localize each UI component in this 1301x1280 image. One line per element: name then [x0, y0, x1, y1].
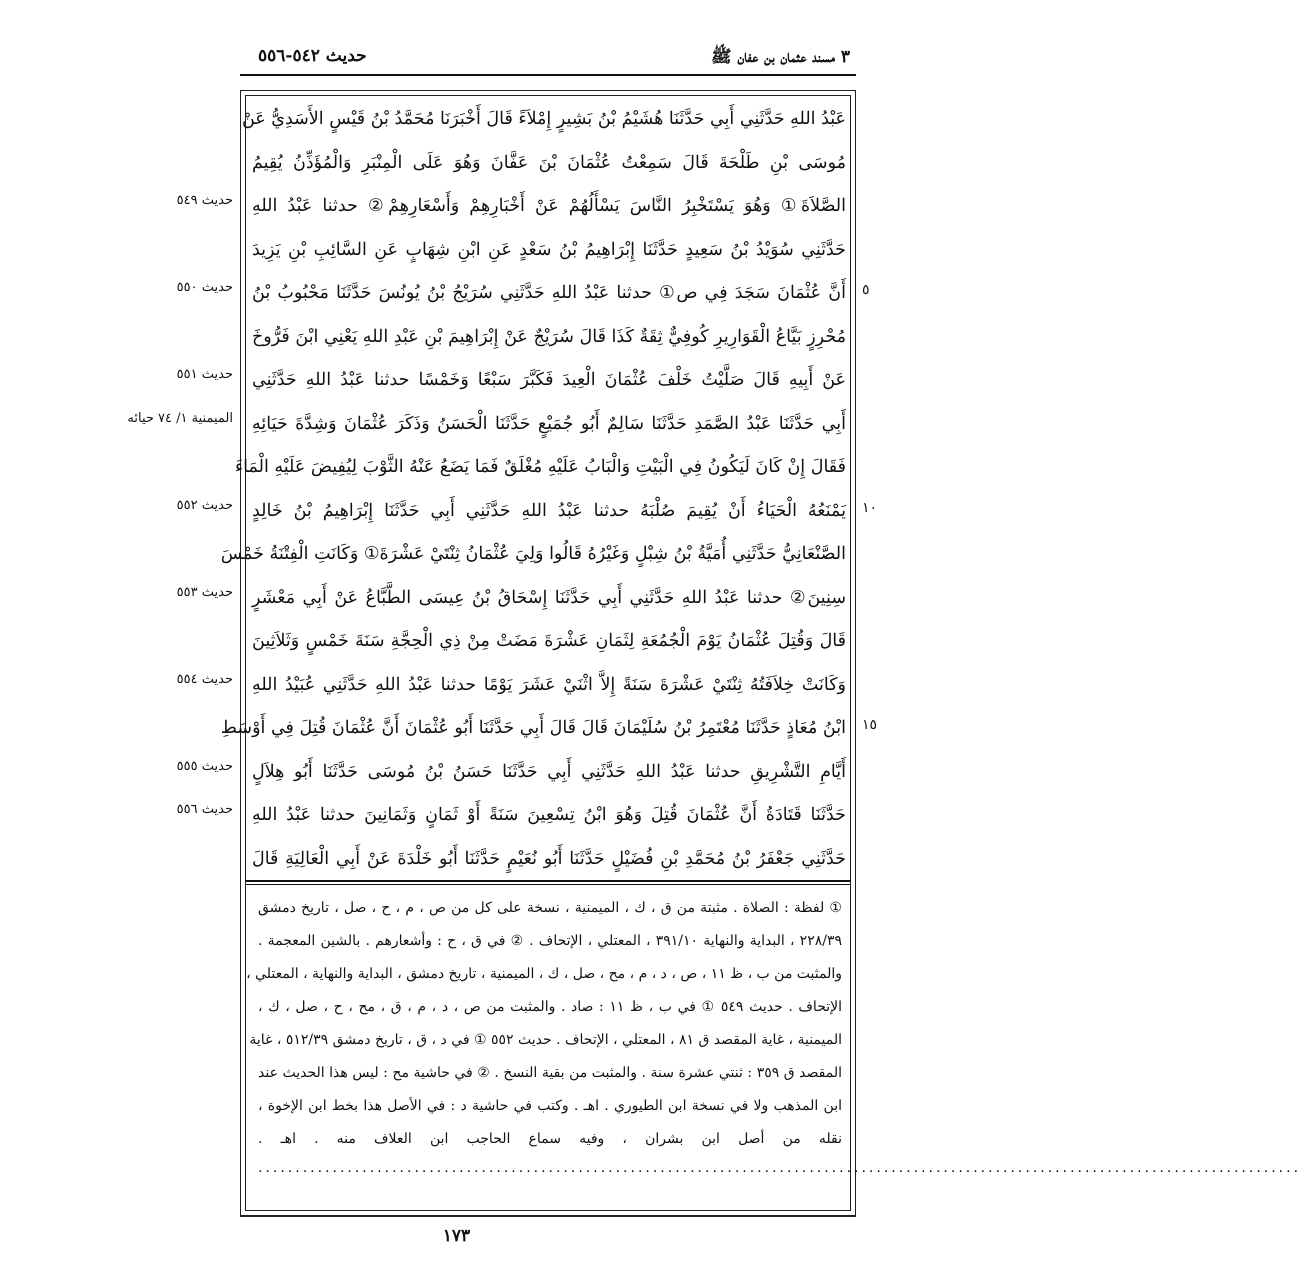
text-line: فَقَالَ إِنْ كَانَ لَيَكُونُ فِي الْبَيْتِ وَالْبَابُ عَلَيْهِ مُغْلَقٌ فَمَا يَضَعُ عَنْهُ الثَّوْبَ لِيُفِيضَ عَلَيْهِ الْمَاءَ	[234, 457, 846, 477]
hadith-marker: الميمنية ١/ ٧٤ حيائه	[127, 410, 233, 426]
main-text	[220, 96, 846, 876]
footnote-dotted-line: ............................................................................................................................................	[258, 1160, 1301, 1176]
footnote-line: المقصد ق ٣٥٩ : ثنتي عشرة سنة . والمثبت من بقية النسخ . ② في حاشية مح : ليس هذا الحديث عند	[258, 1065, 842, 1081]
hadith-marker: حديث ٥٥١	[176, 367, 233, 382]
line-number: ٥	[862, 282, 870, 298]
footnote-line: ابن المذهب ولا في نسخة ابن الطيوري . اهـ . وكتب في حاشية د : في الأصل هذا بخط ابن الإخوة ،	[258, 1098, 842, 1114]
hadith-marker: حديث ٥٥٢	[176, 497, 233, 513]
footnote-divider-thin	[245, 884, 851, 885]
header-rule	[240, 74, 856, 76]
text-line: مُحْرِزٍ بَيَّاعُ الْقَوَارِيرِ كُوفِيٌّ ثِقَةٌ كَذَا قَالَ سُرَيْجٌ عَنْ إِبْرَاهِيمَ بْنِ عَبْدِ اللهِ يَعْنِي ابْنَ فَرُّوخَ	[252, 326, 846, 347]
footnote-line: الميمنية ، غاية المقصد ق ٨١ ، المعتلي ، الإتحاف . حديث ٥٥٢ ① في د ، ق ، تاريخ دمشق ٥١٢/٣٩ ، غاية	[249, 1032, 842, 1048]
hadith-marker: حديث ٥٥٠	[176, 280, 233, 295]
footnotes	[246, 894, 1301, 1194]
footnote-divider	[245, 880, 851, 882]
line-number: ١٠	[862, 499, 878, 516]
footnote-line: نقله من أصل ابن بشران ، وفيه سماع الحاجب ابن العلاف منه . اهـ .	[258, 1131, 842, 1147]
text-line: عَبْدُ اللهِ حَدَّثَنِي أَبِي حَدَّثَنَا هُشَيْمُ بْنُ بَشِيرٍ إِمْلاَءً قَالَ أَخْبَرَنَا مُحَمَّدُ بْنُ قَيْسٍ الأَسَدِيُّ عَنْ	[241, 109, 846, 129]
text-line: حَدَّثَنِي سُوَيْدُ بْنُ سَعِيدٍ حَدَّثَنَا إِبْرَاهِيمُ بْنُ سَعْدٍ عَنِ ابْنِ شِهَابٍ عَنِ السَّائِبِ بْنِ يَزِيدَ	[252, 239, 846, 260]
hadith-marker: حديث ٥٤٩	[176, 193, 233, 208]
text-line: أَبِي حَدَّثَنَا عَبْدُ الصَّمَدِ حَدَّثَنَا سَالِمٌ أَبُو جُمَيْعٍ حَدَّثَنَا الْحَسَنُ وَذَكَرَ عُثْمَانَ وَشِدَّةَ حَيَائِهِ	[252, 413, 846, 434]
text-line: ابْنُ مُعَاذٍ حَدَّثَنَا مُعْتَمِرُ بْنُ سُلَيْمَانَ قَالَ قَالَ أَبِي حَدَّثَنَا أَبُو عُثْمَانَ أَنَّ عُثْمَانَ قُتِلَ فِي أَوْسَطِ	[220, 718, 846, 738]
text-line: يَمْنَعُهُ الْحَيَاءُ أَنْ يُقِيمَ صُلْبَهُ حدثنا عَبْدُ اللهِ حَدَّثَنِي أَبِي حَدَّثَنَا إِبْرَاهِيمُ بْنُ خَالِدٍ	[252, 500, 846, 521]
text-line: أَنَّ عُثْمَانَ سَجَدَ فِي ص① حدثنا عَبْدُ اللهِ حَدَّثَنِي سُرَيْجُ بْنُ يُونُسَ حَدَّثَنَا مَحْبُوبُ بْنُ	[252, 283, 846, 303]
footnote-line: ① لفظة : الصلاة . مثبتة من ق ، ك ، الميمنية ، نسخة على كل من ص ، م ، ح ، صل ، تاريخ دمشق	[258, 900, 842, 916]
text-line: وَكَانَتْ خِلاَفَتُهُ ثِنْتَيْ عَشْرَةَ سَنَةً إِلاَّ اثْنَيْ عَشَرَ يَوْمًا حدثنا عَبْدُ اللهِ حَدَّثَنِي عُبَيْدُ اللهِ	[252, 674, 846, 695]
text-line: قَالَ وَقُتِلَ عُثْمَانُ يَوْمَ الْجُمُعَةِ لِثَمَانِ عَشْرَةَ مَضَتْ مِنْ ذِي الْحِجَّةِ سَنَةَ خَمْسٍ وَثَلاَثِينَ	[252, 631, 846, 651]
hadith-marker: حديث ٥٥٥	[176, 758, 233, 774]
text-line: عَنْ أَبِيهِ قَالَ صَلَّيْتُ خَلْفَ عُثْمَانَ الْعِيدَ فَكَبَّرَ سَبْعًا وَخَمْسًا حدثنا عَبْدُ اللهِ حَدَّثَنِي	[252, 370, 846, 390]
line-number: ١٥	[862, 717, 878, 733]
footnote-line: والمثبت من ب ، ظ ١١ ، ص ، د ، م ، مح ، صل ، ك ، الميمنية ، تاريخ دمشق ، البداية والنهاية ، المعتلي ،	[246, 966, 842, 982]
text-line: حَدَّثَنَا قَتَادَةُ أَنَّ عُثْمَانَ قُتِلَ وَهُوَ ابْنُ تِسْعِينَ سَنَةً أَوْ ثَمَانٍ وَثَمَانِينَ حدثنا عَبْدُ اللهِ	[252, 805, 846, 825]
header-hadith-range: حديث ٥٤٢-٥٥٦	[258, 46, 367, 66]
text-line: الصَّلاَةَ① وَهُوَ يَسْتَخْبِرُ النَّاسَ يَسْأَلُهُمْ عَنْ أَخْبَارِهِمْ وَأَسْعَارِهِمْ② حدثنا عَبْدُ اللهِ	[252, 196, 846, 216]
running-header	[240, 40, 856, 90]
page-number: ١٧٣	[442, 1226, 471, 1246]
hadith-marker: حديث ٥٥٣	[176, 584, 233, 600]
text-line: الصَّنْعَانِيُّ حَدَّثَنِي أُمَيَّةُ بْنُ شِبْلٍ وَغَيْرُهُ قَالُوا وَلِيَ عُثْمَانُ ثِنْتَيْ عَشْرَةَ① وَكَانَتِ الْفِتْنَةُ خَمْسَ	[220, 544, 846, 564]
footnote-line: ٢٢٨/٣٩ ، البداية والنهاية ٣٩١/١٠ ، المعتلي ، الإتحاف . ② في ق ، ح : وأشعارهم . بالشين المعجمة .	[258, 933, 842, 949]
page-bottom-rule	[240, 1216, 856, 1217]
text-line: مُوسَى بْنِ طَلْحَةَ قَالَ سَمِعْتُ عُثْمَانَ بْنَ عَفَّانَ وَهُوَ عَلَى الْمِنْبَرِ وَالْمُؤَذِّنُ يُقِيمُ	[252, 152, 846, 173]
text-line: سِنِينَ② حدثنا عَبْدُ اللهِ حَدَّثَنِي أَبِي حَدَّثَنَا إِسْحَاقُ بْنُ عِيسَى الطَّبَّاعُ عَنْ أَبِي مَعْشَرٍ	[252, 587, 846, 608]
hadith-marker: حديث ٥٥٦	[176, 802, 233, 817]
hadith-marker: حديث ٥٥٤	[176, 671, 233, 687]
footnote-line: الإتحاف . حديث ٥٤٩ ① في ب ، ظ ١١ : صاد . والمثبت من ص ، د ، م ، ق ، مح ، ح ، صل ، ك ،	[258, 999, 842, 1015]
header-book-title: ٣ مسند عثمان بن عفان ﷺ	[711, 47, 850, 67]
text-line: أَيَّامِ التَّشْرِيقِ حدثنا عَبْدُ اللهِ حَدَّثَنِي أَبِي حَدَّثَنَا حَسَنُ بْنُ مُوسَى حَدَّثَنَا أَبُو هِلاَلٍ	[252, 761, 846, 782]
text-line: حَدَّثَنِي جَعْفَرُ بْنُ مُحَمَّدِ بْنِ فُضَيْلٍ حَدَّثَنَا أَبُو نُعَيْمٍ حَدَّثَنَا أَبُو خَلْدَةَ عَنْ أَبِي الْعَالِيَةِ قَالَ	[252, 848, 846, 869]
